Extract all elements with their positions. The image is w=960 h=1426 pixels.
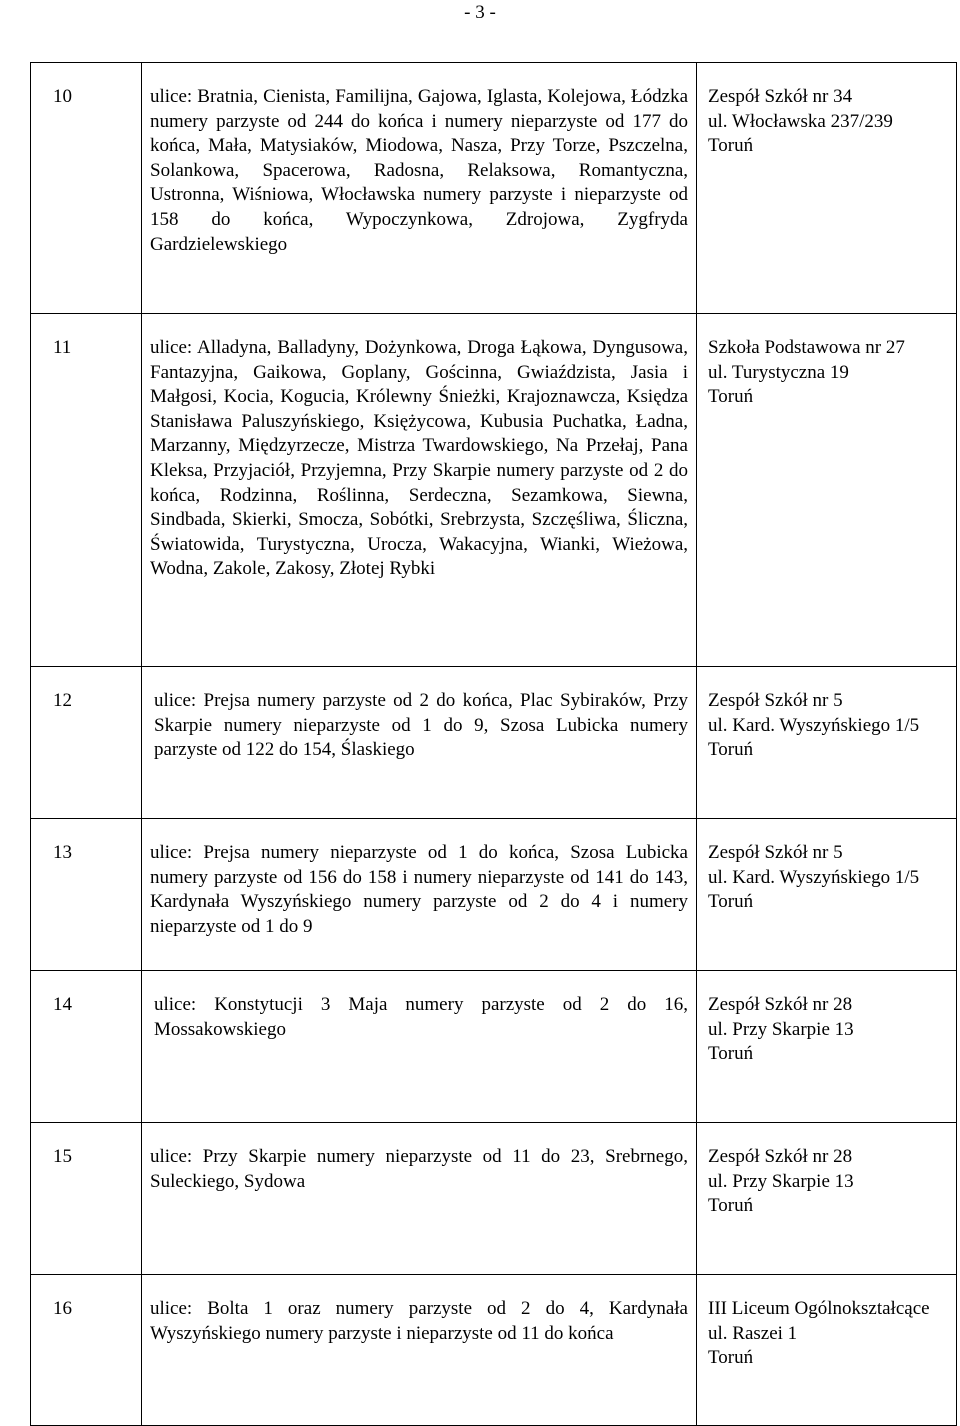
school-city: Toruń — [708, 891, 754, 913]
district-streets: ulice: Przy Skarpie numery nieparzyste od 11 do 23, Srebrnego, Suleckiego, Sydowa — [142, 1123, 697, 1275]
table-row — [31, 314, 957, 667]
district-number: 13 — [31, 819, 142, 971]
district-number: 14 — [31, 971, 142, 1123]
district-streets: ulice: Konstytucji 3 Maja numery parzyste od 2 do 16, Mossakowskiego — [142, 971, 697, 1123]
school-address: ul. Przy Skarpie 13 — [708, 1170, 854, 1192]
school-city: Toruń — [708, 135, 754, 157]
district-streets: ulice: Alladyna, Balladyny, Dożynkowa, Droga Łąkowa, Dyngusowa, Fantazyjna, Gaikowa, Goplany, Gościnna, Gwiaździsta, Jasia i Małgosi, Kocia, Kogucia, Królewny Śnieżki, Krajoznawcza, Księdza Stanisława Paluszyńskiego, Księżycowa, Kubusia Puchatka, Ładna, Marzanny, Międzyrzecze, Mistrza Twardowskiego, Na Przełaj, Pana Kleksa, Przyjaciół, Przyjemna, Przy Skarpie numery parzyste od 2 do końca, Rodzinna, Roślinna, Serdeczna, Sezamkowa, Siewna, Sindbada, Skierki, Smocza, Sobótki, Srebrzysta, Szczęśliwa, Śliczna, Światowida, Turystyczna, Urocza, Wakacyjna, Wianki, Wieżowa, Wodna, Zakole, Zakosy, Złotej Rybki — [142, 314, 697, 667]
school-district-table — [30, 62, 957, 1426]
district-number: 10 — [31, 63, 142, 314]
district-school — [697, 1123, 957, 1275]
school-name: Szkoła Podstawowa nr 27 — [708, 337, 905, 358]
table-row — [31, 971, 957, 1123]
school-city: Toruń — [708, 386, 754, 408]
district-streets: ulice: Prejsa numery nieparzyste od 1 do końca, Szosa Lubicka numery parzyste od 156 do 158 i numery nieparzyste od 141 do 143, Kardynała Wyszyńskiego numery parzyste od 2 do 4 i numery nieparzyste od 1 do 9 — [142, 819, 697, 971]
school-address: ul. Kard. Wyszyńskiego 1/5 — [708, 866, 920, 888]
school-name: Zespół Szkół nr 28 — [708, 994, 853, 1015]
district-number: 15 — [31, 1123, 142, 1275]
table-row — [31, 819, 957, 971]
school-address: ul. Raszei 1 — [708, 1322, 798, 1344]
school-city: Toruń — [708, 1195, 754, 1217]
district-school — [697, 667, 957, 819]
district-streets: ulice: Prejsa numery parzyste od 2 do końca, Plac Sybiraków, Przy Skarpie numery nieparzyste od 1 do 9, Szosa Lubicka numery parzyste od 122 do 154, Ślaskiego — [142, 667, 697, 819]
school-city: Toruń — [708, 1043, 754, 1065]
page-number: - 3 - — [464, 2, 496, 23]
school-address: ul. Turystyczna 19 — [708, 361, 849, 383]
school-name: Zespół Szkół nr 34 — [708, 86, 853, 107]
school-address: ul. Włocławska 237/239 — [708, 110, 893, 132]
district-number: 11 — [31, 314, 142, 667]
school-city: Toruń — [708, 1347, 754, 1369]
table-row — [31, 667, 957, 819]
district-streets: ulice: Bratnia, Cienista, Familijna, Gajowa, Iglasta, Kolejowa, Łódzka numery parzyste od 244 do końca i numery nieparzyste od 177 do końca, Mała, Matysiaków, Miodowa, Nasza, Przy Torze, Pszczelna, Solankowa, Spacerowa, Radosna, Relaksowa, Romantyczna, Ustronna, Wiśniowa, Włocławska numery parzyste i nieparzyste od 158 do końca, Wypoczynkowa, Zdrojowa, Zygfryda Gardzielewskiego — [142, 63, 697, 314]
school-address: ul. Kard. Wyszyńskiego 1/5 — [708, 714, 920, 736]
school-name: Zespół Szkół nr 28 — [708, 1146, 853, 1167]
district-school — [697, 971, 957, 1123]
school-address: ul. Przy Skarpie 13 — [708, 1018, 854, 1040]
district-streets: ulice: Bolta 1 oraz numery parzyste od 2 do 4, Kardynała Wyszyńskiego numery parzyste i nieparzyste od 11 do końca — [142, 1275, 697, 1426]
district-school — [697, 819, 957, 971]
table-row — [31, 1275, 957, 1426]
table-row — [31, 1123, 957, 1275]
district-school — [697, 314, 957, 667]
district-school — [697, 1275, 957, 1426]
school-name: Zespół Szkół nr 5 — [708, 690, 843, 711]
district-number: 12 — [31, 667, 142, 819]
school-name: III Liceum Ogólnokształcące — [708, 1298, 930, 1319]
school-city: Toruń — [708, 739, 754, 761]
school-name: Zespół Szkół nr 5 — [708, 842, 843, 863]
district-school — [697, 63, 957, 314]
district-number: 16 — [31, 1275, 142, 1426]
table-row — [31, 63, 957, 314]
